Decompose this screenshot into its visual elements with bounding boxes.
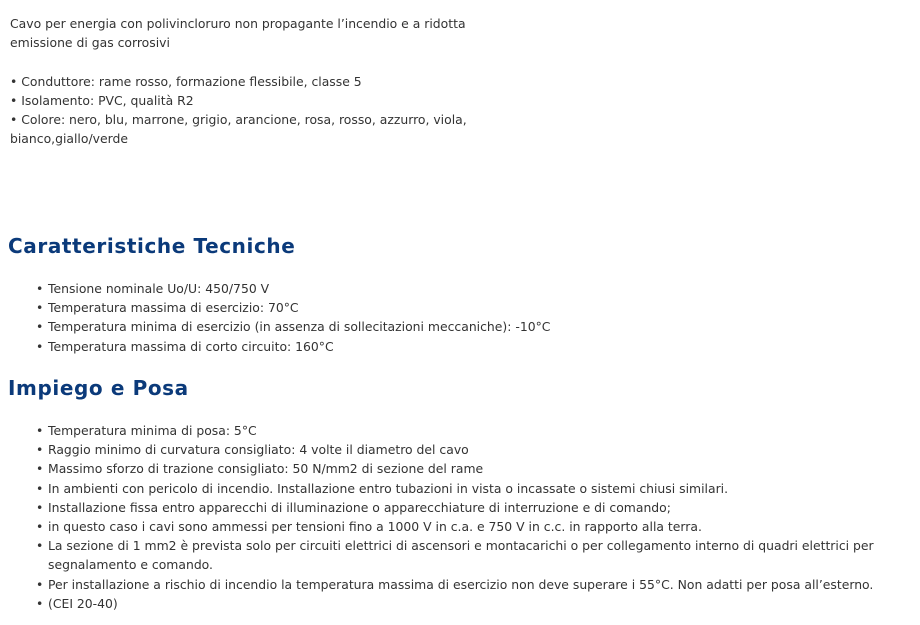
bullet-icon: • (36, 499, 44, 515)
bullet-icon: • (36, 595, 44, 611)
bullet-icon: • (36, 442, 44, 458)
usage-and-installation-list (0, 421, 900, 613)
list-item-text: Temperatura minima di posa: 5°C (48, 423, 257, 438)
bullet-icon: • (36, 423, 44, 438)
list-item-text: Temperatura massima di esercizio: 70°C (48, 300, 299, 316)
list-item-text: In ambienti con pericolo di incendio. Installazione entro tubazioni in vista o incassate o sistemi chiusi similari. (48, 480, 729, 496)
bullet-icon: • (36, 519, 44, 535)
bullet-icon: • (36, 461, 44, 477)
bullet-icon: • (36, 480, 44, 496)
list-item (0, 317, 900, 336)
list-item-text: La sezione di 1 mm2 è prevista solo per circuiti elettrici di ascensori e montacarichi o per collegamento interno di quadri elettrici per segnalamento e comando. (48, 538, 874, 573)
intro-spacer (10, 52, 530, 71)
list-item (0, 459, 900, 478)
bullet-icon: • (36, 338, 44, 354)
section-title-impiego-e-posa: Impiego e Posa (8, 376, 189, 400)
list-item (0, 440, 900, 459)
bullet-icon: • (36, 319, 44, 335)
list-item-text: Tensione nominale Uo/U: 450/750 V (48, 281, 270, 296)
product-description (10, 14, 530, 148)
list-item-text: in questo caso i cavi sono ammessi per tensioni fino a 1000 V in c.a. e 750 V in c.c. in rapporto alla terra. (48, 519, 702, 535)
list-item (0, 594, 900, 613)
bullet-icon: • (36, 300, 44, 316)
list-item (0, 279, 900, 298)
list-item (0, 517, 900, 536)
intro-bullet-line: • Colore: nero, blu, marrone, grigio, arancione, rosa, rosso, azzurro, viola, bianco,giallo/verde (10, 112, 467, 147)
technical-characteristics-list (0, 279, 900, 356)
bullet-icon: • (36, 281, 44, 296)
list-item-text: (CEI 20-40) (48, 595, 118, 611)
list-item-text: Massimo sforzo di trazione consigliato: 50 N/mm2 di sezione del rame (48, 461, 484, 477)
list-item (0, 298, 900, 317)
list-item-text: Temperatura massima di corto circuito: 160°C (48, 338, 334, 354)
list-item (0, 421, 900, 440)
list-item (0, 575, 900, 594)
intro-bullet-line: • Conduttore: rame rosso, formazione flessibile, classe 5 (10, 73, 362, 89)
bullet-icon: • (36, 538, 44, 554)
list-item (0, 337, 900, 356)
intro-paragraph: Cavo per energia con polivincloruro non propagante l’incendio e a ridotta emissione di gas corrosivi (10, 16, 466, 51)
bullet-icon: • (36, 576, 44, 592)
list-item-text: Temperatura minima di esercizio (in assenza di sollecitazioni meccaniche): -10°C (48, 319, 551, 335)
section-title-caratteristiche-tecniche: Caratteristiche Tecniche (8, 234, 296, 258)
list-item (0, 479, 900, 498)
list-item (0, 498, 900, 517)
list-item-text: Installazione fissa entro apparecchi di illuminazione o apparecchiature di interruzione e di comando; (48, 499, 671, 515)
list-item-text: Raggio minimo di curvatura consigliato: 4 volte il diametro del cavo (48, 442, 469, 458)
list-item (0, 536, 900, 574)
intro-bullet-line: • Isolamento: PVC, qualità R2 (10, 92, 194, 108)
list-item-text: Per installazione a rischio di incendio la temperatura massima di esercizio non deve superare i 55°C. Non adatti per posa all’esterno. (48, 576, 874, 592)
